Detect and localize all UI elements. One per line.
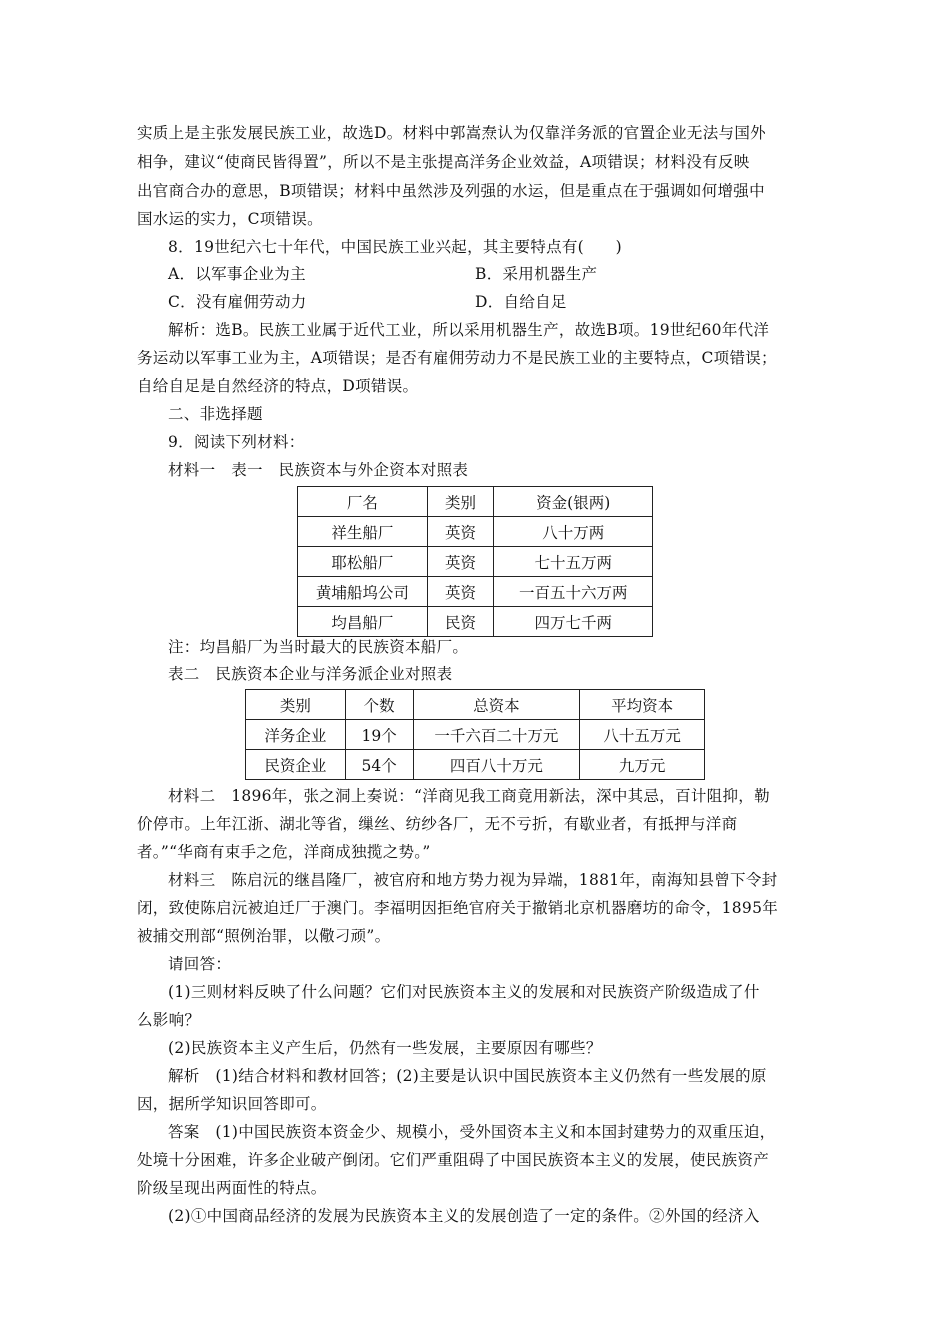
material2-line-1: 材料二 1896年，张之洞上奏说：“洋商见我工商竟用新法，深中其忌，百计阻抑，勒 (168, 787, 770, 805)
table-cell: 祥生船厂 (298, 517, 428, 547)
table-header-row (246, 690, 705, 720)
q7-analysis-line-2: 相争，建议“使商民皆得置”，所以不是主张提高洋务企业效益，A项错误；材料没有反映 (137, 153, 750, 171)
table-row (246, 720, 705, 750)
material2-line-3: 者。”“华商有束手之危，洋商成独揽之势。” (137, 843, 431, 861)
q8-option-d: D．自给自足 (475, 293, 567, 311)
table-header-cell: 厂名 (298, 487, 428, 517)
table-cell: 九万元 (580, 750, 705, 780)
table-cell: 洋务企业 (246, 720, 346, 750)
ask-prompt: 请回答： (168, 955, 232, 973)
q8-option-c: C．没有雇佣劳动力 (168, 293, 307, 311)
table-cell: 54个 (345, 750, 413, 780)
table-cell: 八十五万元 (580, 720, 705, 750)
table-cell: 英资 (427, 547, 494, 577)
table-cell: 黄埔船坞公司 (298, 577, 428, 607)
material2-line-2: 价停市。上年江浙、湖北等省，缫丝、纺纱各厂，无不亏折，有歇业者，有抵押与洋商 (137, 815, 738, 833)
table-cell: 民资企业 (246, 750, 346, 780)
q9-answer-line-1: 答案 (1)中国民族资本资金少、规模小，受外国资本主义和本国封建势力的双重压迫， (168, 1123, 776, 1141)
table-cell: 一千六百二十万元 (413, 720, 580, 750)
table-cell: 七十五万两 (494, 547, 653, 577)
q8-analysis-line-2: 务运动以军事工业为主，A项错误；是否有雇佣劳动力不是民族工业的主要特点，C项错误； (137, 349, 777, 367)
table-national-vs-westernization-enterprises (245, 689, 705, 780)
q7-analysis-line-1: 实质上是主张发展民族工业，故选D。材料中郭嵩焘认为仅靠洋务派的官置企业无法与国外 (137, 124, 766, 142)
table-header-row (298, 487, 653, 517)
table-header-cell: 总资本 (413, 690, 580, 720)
question1-line-2: 么影响？ (137, 1011, 201, 1029)
q9-answer-line-2: 处境十分困难，许多企业破产倒闭。它们严重阻碍了中国民族资本主义的发展，使民族资产 (137, 1151, 770, 1169)
table-cell: 耶松船厂 (298, 547, 428, 577)
q8-stem: 8．19世纪六七十年代，中国民族工业兴起，其主要特点有( ) (168, 238, 622, 256)
q8-analysis-line-1: 解析：选B。民族工业属于近代工业，所以采用机器生产，故选B项。19世纪60年代洋 (168, 321, 770, 339)
material3-line-3: 被捕交刑部“照例治罪，以儆刁顽”。 (137, 927, 391, 945)
table-header-cell: 平均资本 (580, 690, 705, 720)
material3-line-2: 闭，致使陈启沅被迫迁厂于澳门。李福明因拒绝官府关于撤销北京机器磨坊的命令，1895年 (137, 899, 779, 917)
table-row (298, 517, 653, 547)
q9-answer-line-3: 阶级呈现出两面性的特点。 (137, 1179, 327, 1197)
table-row (298, 577, 653, 607)
table-cell: 四万七千两 (494, 607, 653, 637)
table-cell: 四百八十万元 (413, 750, 580, 780)
table-row (246, 750, 705, 780)
table-foreign-vs-national-capital (297, 486, 653, 637)
section-title: 二、非选择题 (168, 405, 263, 423)
table-header-cell: 类别 (246, 690, 346, 720)
q9-analysis-line-1: 解析 (1)结合材料和教材回答；(2)主要是认识中国民族资本主义仍然有一些发展的原 (168, 1067, 767, 1085)
table-cell: 英资 (427, 577, 494, 607)
q7-analysis-line-4: 国水运的实力，C项错误。 (137, 210, 323, 228)
question2: (2)民族资本主义产生后，仍然有一些发展，主要原因有哪些？ (168, 1039, 602, 1057)
q8-analysis-line-3: 自给自足是自然经济的特点，D项错误。 (137, 377, 419, 395)
table2-title: 表二 民族资本企业与洋务派企业对照表 (168, 665, 453, 683)
q9-analysis-line-2: 因，据所学知识回答即可。 (137, 1095, 327, 1113)
q9-answer-line-4: (2)①中国商品经济的发展为民族资本主义的发展创造了一定的条件。②外国的经济入 (168, 1207, 760, 1225)
q8-option-b: B．采用机器生产 (475, 265, 598, 283)
table-row (298, 607, 653, 637)
table-header-cell: 类别 (427, 487, 494, 517)
q9-stem: 9．阅读下列材料： (168, 433, 305, 451)
table-cell: 英资 (427, 517, 494, 547)
question1-line-1: (1)三则材料反映了什么问题？它们对民族资本主义的发展和对民族资产阶级造成了什 (168, 983, 760, 1001)
table-cell: 八十万两 (494, 517, 653, 547)
table-header-cell: 个数 (345, 690, 413, 720)
q8-option-a: A．以军事企业为主 (168, 265, 306, 283)
table-cell: 一百五十六万两 (494, 577, 653, 607)
table-cell: 19个 (345, 720, 413, 750)
table1-note: 注：均昌船厂为当时最大的民族资本船厂。 (168, 638, 469, 656)
material1-title: 材料一 表一 民族资本与外企资本对照表 (168, 461, 469, 479)
table-cell: 民资 (427, 607, 494, 637)
material3-line-1: 材料三 陈启沅的继昌隆厂，被官府和地方势力视为异端，1881年，南海知县曾下令封 (168, 871, 778, 889)
table-header-cell: 资金(银两) (494, 487, 653, 517)
q7-analysis-line-3: 出官商合办的意思，B项错误；材料中虽然涉及列强的水运，但是重点在于强调如何增强中 (137, 182, 765, 200)
table-row (298, 547, 653, 577)
table-cell: 均昌船厂 (298, 607, 428, 637)
